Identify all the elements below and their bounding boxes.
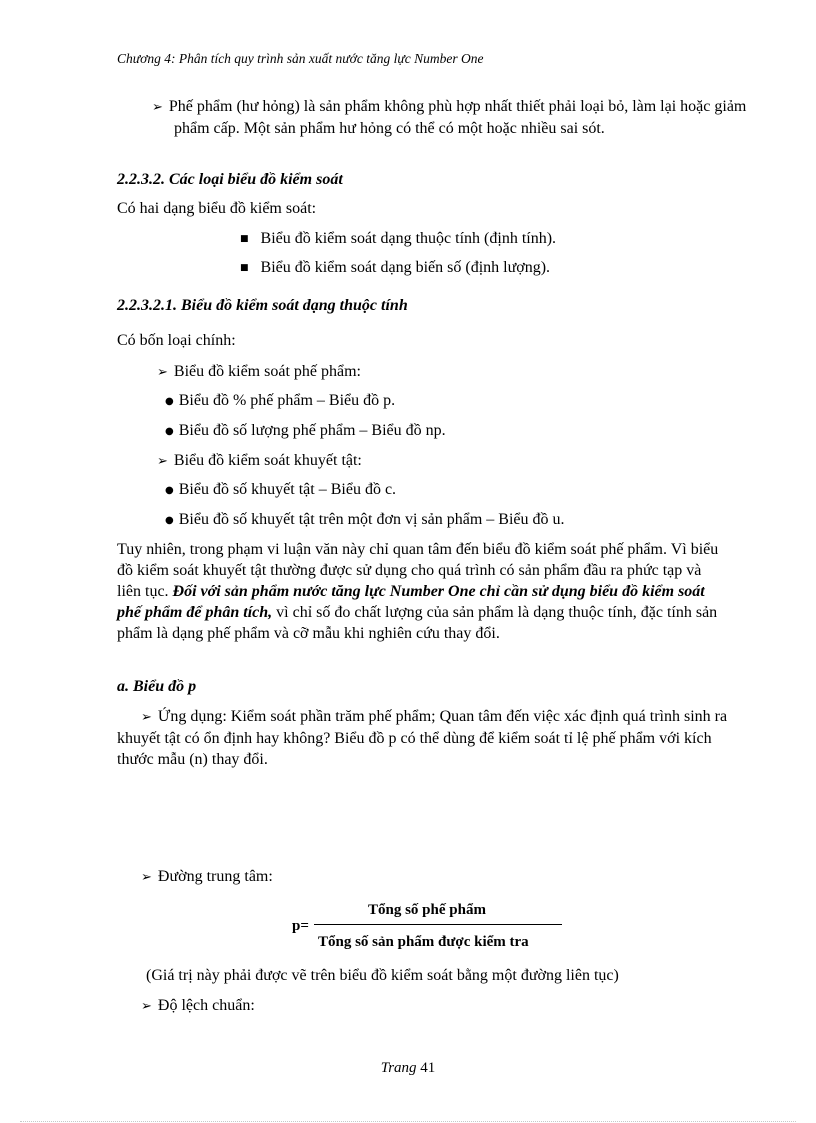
arrow-bullet-icon: ➢ — [152, 100, 163, 115]
dot-bullet-icon: ● — [165, 396, 174, 407]
list-item — [165, 509, 564, 531]
formula-denominator: Tổng số sản phẩm được kiểm tra — [318, 934, 529, 950]
application-paragraph — [117, 706, 729, 770]
page-bottom-divider — [20, 1121, 796, 1122]
para-scope — [117, 539, 729, 644]
std-dev-text: Độ lệch chuẩn: — [157, 997, 255, 1014]
list-item-text: Biểu đồ số khuyết tật – Biểu đồ c. — [178, 481, 397, 498]
center-line-label — [141, 866, 273, 888]
square-bullet-icon: ■ — [240, 263, 249, 273]
list-item — [165, 479, 396, 501]
list-item-text: Biểu đồ số lượng phế phẩm – Biểu đồ np. — [178, 422, 446, 439]
intro-bullet-text: Phế phẩm (hư hỏng) là sản phẩm không phù hợp nhất thiết phải loại bỏ, làm lại hoặc giảm phẩm cấp. Một sản phẩm hư hỏng có thể có một hoặc nhiều sai sót. — [168, 98, 747, 137]
group-title-nonconformities — [157, 450, 362, 472]
group-title-defects — [157, 361, 361, 383]
arrow-bullet-icon: ➢ — [157, 365, 168, 380]
type-item-text: Biểu đồ kiểm soát dạng thuộc tính (định tính). — [260, 230, 557, 247]
list-item-text: Biểu đồ % phế phẩm – Biểu đồ p. — [178, 392, 396, 409]
dot-bullet-icon: ● — [165, 426, 174, 437]
para-two-types: Có hai dạng biểu đồ kiểm soát: — [117, 200, 317, 217]
page-number: 41 — [420, 1060, 436, 1076]
formula-fraction-bar — [314, 924, 562, 925]
arrow-bullet-icon: ➢ — [141, 870, 152, 885]
para-four-types: Có bốn loại chính: — [117, 332, 236, 349]
section-heading-2-2-3-2: 2.2.3.2. Các loại biểu đồ kiểm soát — [117, 171, 343, 188]
list-item-text: Biểu đồ số khuyết tật trên một đơn vị sản phẩm – Biểu đồ u. — [178, 511, 565, 528]
arrow-bullet-icon: ➢ — [157, 454, 168, 469]
application-text: Ứng dụng: Kiểm soát phần trăm phế phẩm; Quan tâm đến việc xác định quá trình sinh ra khuyết tật có ổn định hay không? Biểu đồ p có thể dùng để kiểm soát tỉ lệ phế phẩm với kích thước mẫu (n) thay đổi. — [117, 708, 728, 768]
group-title-text: Biểu đồ kiểm soát phế phẩm: — [173, 363, 361, 380]
page-label: Trang — [380, 1060, 417, 1076]
para-scope-part1: Tuy nhiên, trong phạm vi luận văn này chỉ quan tâm đến biểu đồ kiểm soát phế phẩm. Vì biểu đồ kiểm soát khuyết tật thường được sử dụng cho quá trình có sản phẩm đầu ra phức tạp và liên tục. — [117, 541, 719, 600]
para-scope-emphasis: Đối với sản phẩm nước tăng lực Number One chỉ cần sử dụng biểu đồ kiểm soát phế phẩm để phân tích, — [117, 583, 705, 621]
square-bullet-icon: ■ — [240, 234, 249, 244]
type-item — [240, 257, 550, 279]
page-header: Chương 4: Phân tích quy trình sản xuất nước tăng lực Number One — [117, 51, 484, 66]
page-footer — [0, 1058, 816, 1079]
list-item — [165, 390, 395, 412]
dot-bullet-icon: ● — [165, 485, 174, 496]
formula-lhs: p= — [292, 918, 309, 934]
para-scope-part2: vì chỉ số đo chất lượng của sản phẩm là dạng thuộc tính, đặc tính sản phẩm là dạng phế phẩm và cỡ mẫu khi nghiên cứu thay đổi. — [117, 604, 718, 642]
list-item — [165, 420, 446, 442]
formula-numerator: Tổng số phế phẩm — [368, 902, 486, 918]
type-item — [240, 228, 556, 250]
center-line-text: Đường trung tâm: — [157, 868, 273, 885]
dot-bullet-icon: ● — [165, 515, 174, 526]
intro-bullet — [152, 96, 748, 139]
section-heading-2-2-3-2-1: 2.2.3.2.1. Biểu đồ kiểm soát dạng thuộc tính — [117, 297, 408, 314]
arrow-bullet-icon: ➢ — [141, 710, 152, 725]
type-item-text: Biểu đồ kiểm soát dạng biến số (định lượng). — [260, 259, 551, 276]
formula-note: (Giá trị này phải được vẽ trên biểu đồ kiểm soát bằng một đường liên tục) — [146, 967, 619, 984]
std-dev-label — [141, 995, 255, 1017]
section-heading-p-chart: a. Biểu đồ p — [117, 678, 197, 695]
group-title-text: Biểu đồ kiểm soát khuyết tật: — [173, 452, 362, 469]
arrow-bullet-icon: ➢ — [141, 999, 152, 1014]
